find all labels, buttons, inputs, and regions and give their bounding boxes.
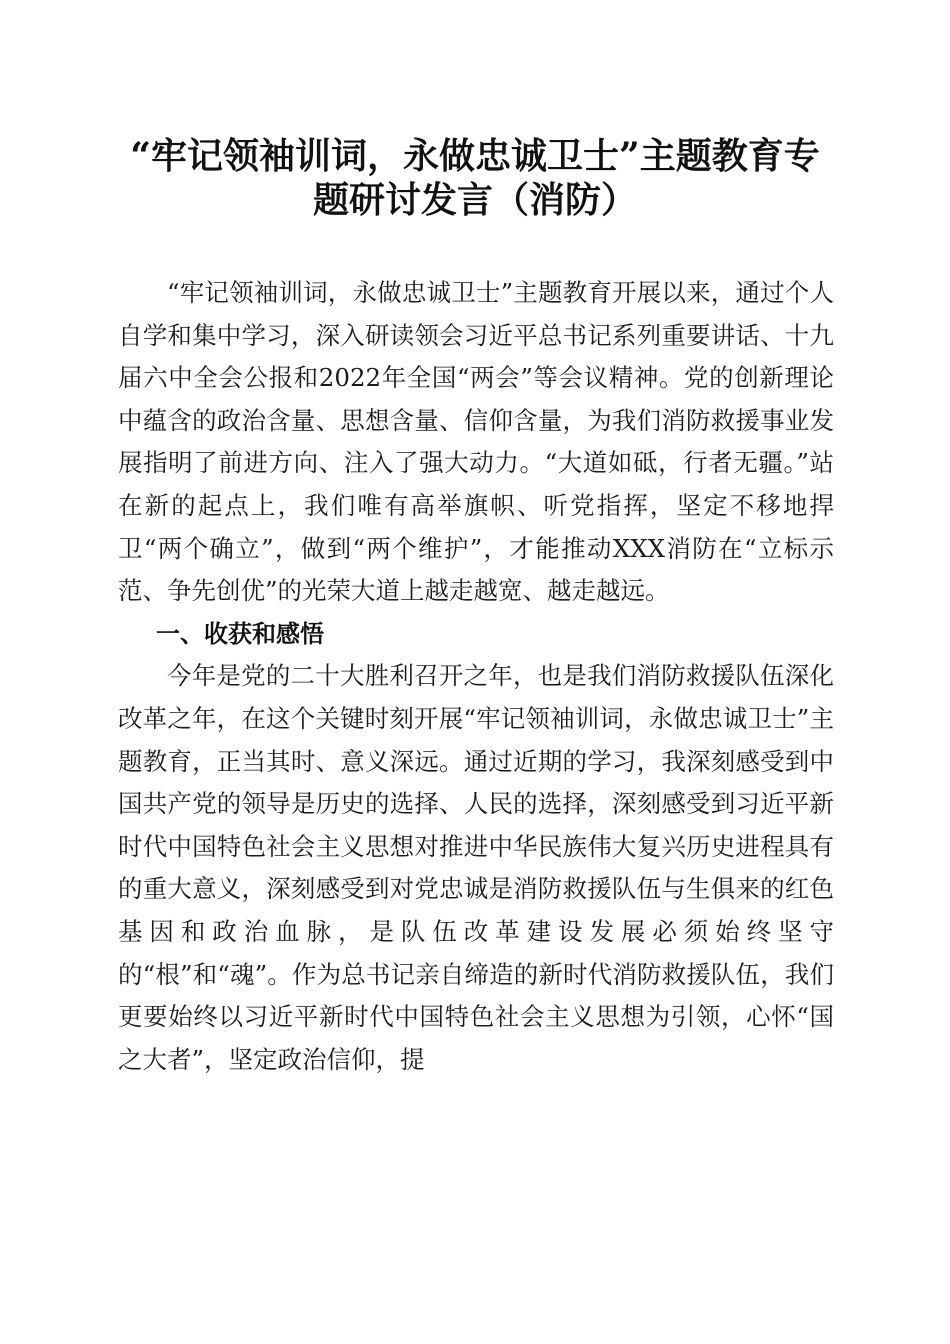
- title-line-2: 题研讨发言（消防）: [312, 179, 637, 221]
- section-heading-1: 一、收获和感悟: [156, 619, 324, 648]
- section-1-paragraph: 今年是党的二十大胜利召开之年，也是我们消防救援队伍深化改革之年，在这个关键时刻开展“牢记领袖训词，永做忠诚卫士”主题教育，正当其时、意义深远。通过近期的学习，我深刻感受到中国共产党的领导是历史的选择、人民的选择，深刻感受到习近平新时代中国特色社会主义思想对推进中华民族伟大复兴历史进程具有的重大意义，深刻感受到对党忠诚是消防救援队伍与生俱来的红色基因和政治血脉，是队伍改革建设发展必须始终坚守的“根”和“魂”。作为总书记亲自缔造的新时代消防救援队伍，我们更要始终以习近平新时代中国特色社会主义思想为引领，心怀“国之大者”，坚定政治信仰，提: [118, 661, 834, 1074]
- title-line-1: “牢记领袖训词，永做忠诚卫士”主题教育专: [130, 135, 820, 177]
- document-title: [100, 134, 850, 222]
- document-body: [118, 272, 834, 1081]
- intro-paragraph: “牢记领袖训词，永做忠诚卫士”主题教育开展以来，通过个人自学和集中学习，深入研读领会习近平总书记系列重要讲话、十九届六中全会公报和2022年全国“两会”等会议精神。党的创新理论中蕴含的政治含量、思想含量、信仰含量，为我们消防救援事业发展指明了前进方向、注入了强大动力。“大道如砥，行者无疆。”站在新的起点上，我们唯有高举旗帜、听党指挥，坚定不移地捍卫“两个确立”，做到“两个维护”，才能推动XXX消防在“立标示范、争先创优”的光荣大道上越走越宽、越走越远。: [118, 278, 834, 606]
